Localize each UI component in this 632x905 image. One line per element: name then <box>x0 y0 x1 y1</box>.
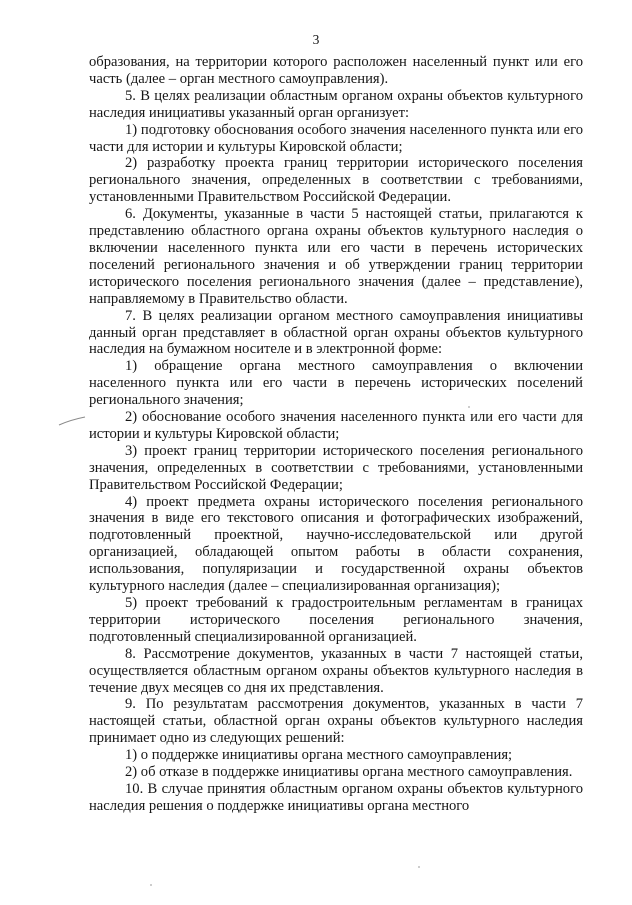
scan-speck <box>468 406 470 408</box>
paragraph-continuation: образования, на территории которого расположен населенный пункт или его часть (далее – орган местного самоуправления). <box>89 54 583 87</box>
paragraph-clause-7-item-2: 2) обоснование особого значения населенного пункта или его части для истории и культуры Кировской области; <box>89 409 583 442</box>
paragraph-clause-9-item-2: 2) об отказе в поддержке инициативы органа местного самоуправления. <box>125 764 573 781</box>
pen-margin-mark <box>58 415 86 427</box>
paragraph-clause-7-item-3: 3) проект границ территории исторического поселения регионального значения, определенных в соответствии с требованиями, установленными Правительством Российской Федерации; <box>89 442 583 493</box>
paragraph-clause-8: 8. Рассмотрение документов, указанных в части 7 настоящей статьи, осуществляется областным органом охраны объектов культурного наследия в течение двух месяцев со дня их представления. <box>89 645 583 696</box>
paragraph-clause-7: 7. В целях реализации органом местного самоуправления инициативы данный орган представляет в областной орган охраны объектов культурного наследия на бумажном носителе и в электронной форме: <box>89 307 583 358</box>
paragraph-clause-9-item-1: 1) о поддержке инициативы органа местного самоуправления; <box>125 747 513 764</box>
paragraph-clause-7-item-5: 5) проект требований к градостроительным регламентам в границах территории исторического поселения регионального значения, подготовленный специализированной организацией. <box>89 595 583 645</box>
paragraph-clause-6: 6. Документы, указанные в части 5 настоящей статьи, прилагаются к представлению областного органа охраны объектов культурного наследия о включении населенного пункта или его части в перечень исторических поселений регионального значения и об утверждении границ территории исторического поселения регионального значения (далее – представление), направляемому в Правительство области. <box>89 206 583 307</box>
paragraph-clause-5: 5. В целях реализации областным органом охраны объектов культурного наследия инициативы указанный орган организует: <box>89 87 583 121</box>
paragraph-clause-7-item-4: 4) проект предмета охраны исторического поселения регионального значения в виде его текстового описания и фотографических изображений, подготовленный проектной, научно-исследовательской или другой организацией, обладающей опытом работы в области сохранения, использования, популяризации и государственной охраны объектов культурного наследия (далее – специализированная организация); <box>89 493 583 595</box>
paragraph-clause-5-item-2: 2) разработку проекта границ территории исторического поселения регионального значения, определенных в соответствии с требованиями, установленными Правительством Российской Федерации. <box>89 155 583 206</box>
paragraph-clause-10: 10. В случае принятия областным органом охраны объектов культурного наследия решения о поддержке инициативы органа местного <box>89 780 583 814</box>
page-number: 3 <box>312 32 320 47</box>
paragraph-clause-5-item-1: 1) подготовку обоснования особого значения населенного пункта или его части для истории и культуры Кировской области; <box>89 121 583 155</box>
paragraph-clause-7-item-1: 1) обращение органа местного самоуправления о включении населенного пункта или его части в перечень исторических поселений регионального значения; <box>89 358 583 409</box>
scan-speck <box>418 866 420 868</box>
paragraph-clause-9: 9. По результатам рассмотрения документов, указанных в части 7 настоящей статьи, областной орган охраны объектов культурного наследия принимает одно из следующих решений: <box>89 696 583 747</box>
document-body <box>89 54 583 815</box>
scan-speck <box>150 884 152 886</box>
